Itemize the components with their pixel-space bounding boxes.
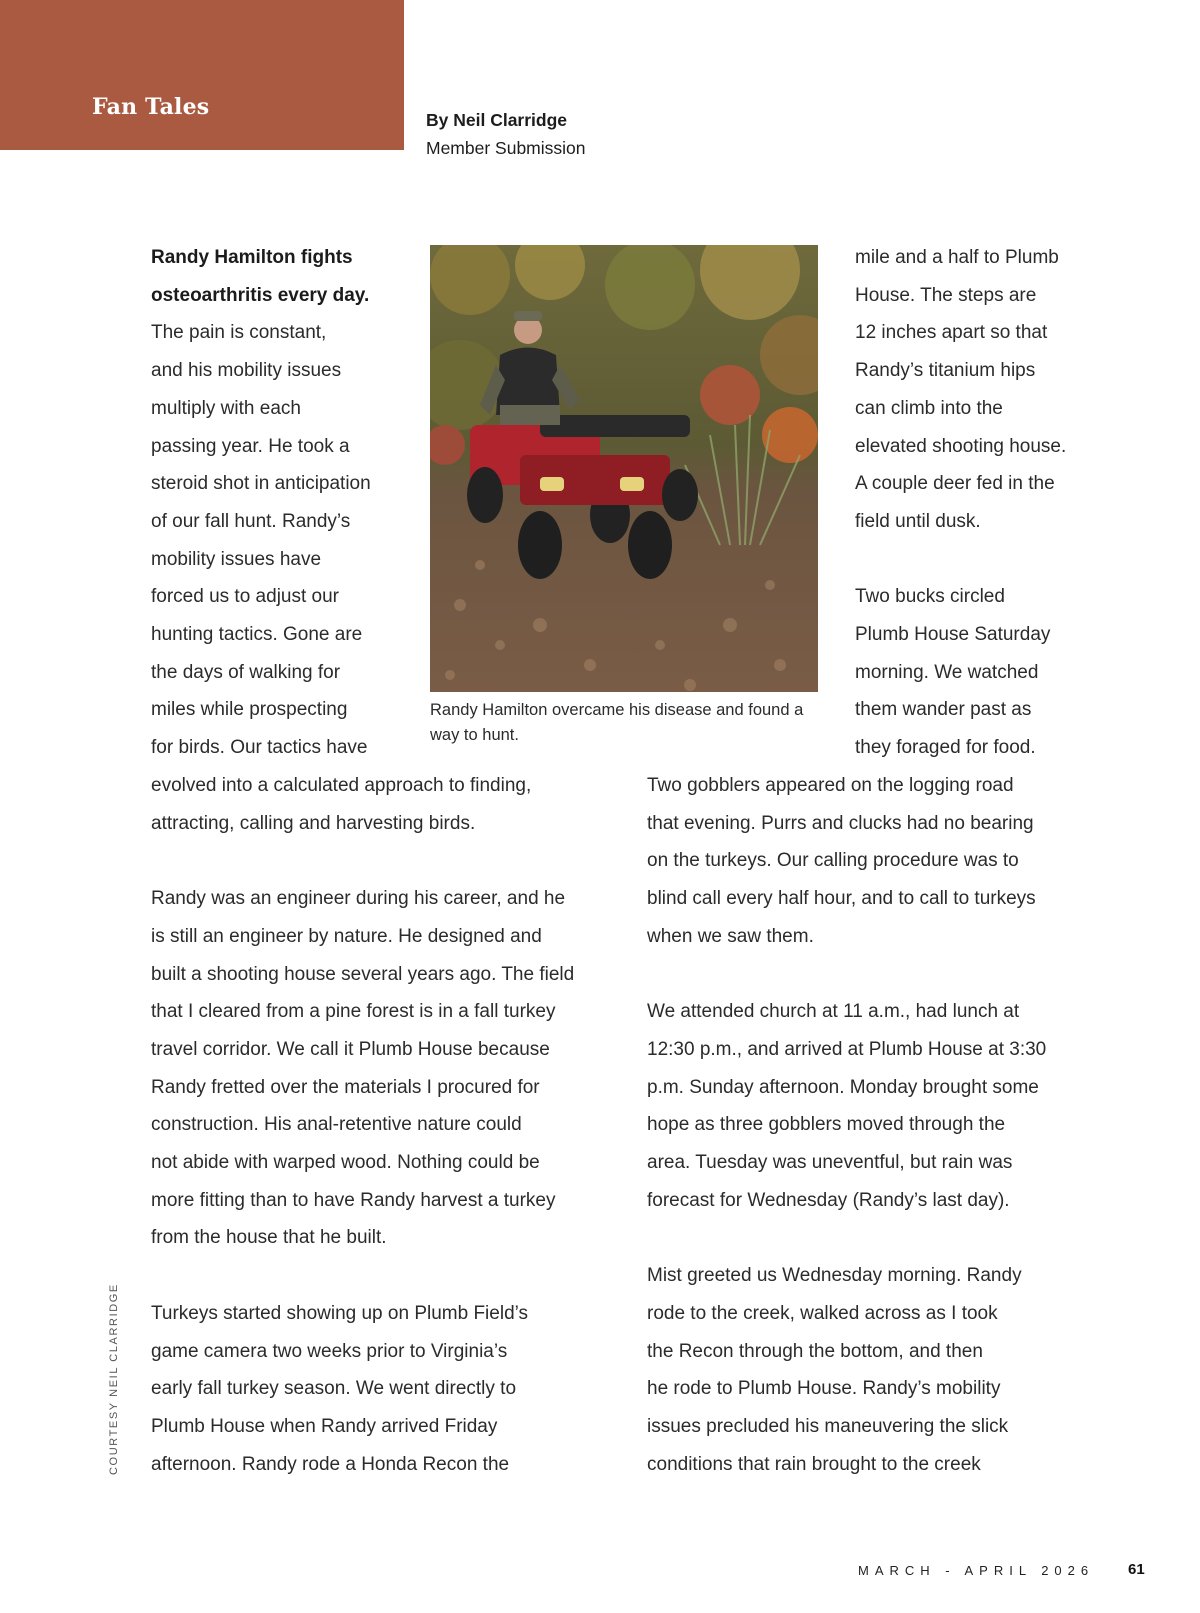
byline [426, 106, 586, 162]
photo-caption: Randy Hamilton overcame his disease and found a way to hunt. [430, 701, 804, 744]
text-line: area. Tuesday was uneventful, but rain was [647, 1152, 1013, 1173]
photo-credit: COURTESY NEIL CLARRIDGE [108, 1283, 120, 1475]
text-line: A couple deer fed in the [855, 473, 1055, 495]
text-line: 12:30 p.m., and arrived at Plumb House at 3:30 [647, 1038, 1047, 1060]
text-line: morning. We watched [855, 661, 1039, 683]
text-line: Randy Hamilton fights [151, 247, 353, 268]
text-line: issues precluded his maneuvering the slick [647, 1415, 1009, 1437]
text-line: on the turkeys. Our calling procedure was to [647, 850, 1019, 872]
text-line: Mist greeted us Wednesday morning. Randy [647, 1265, 1022, 1287]
text-line: field until dusk. [855, 510, 981, 532]
text-line: is still an engineer by nature. He designed and [151, 925, 542, 947]
text-line: evolved into a calculated approach to finding, [151, 775, 532, 796]
text-line: when we saw them. [647, 925, 814, 947]
text-line: not abide with warped wood. Nothing could be [151, 1152, 540, 1173]
text-line: Plumb House when Randy arrived Friday [151, 1415, 498, 1437]
text-line: We attended church at 11 a.m., had lunch at [647, 1001, 1020, 1023]
text-line: 12 inches apart so that [855, 322, 1048, 344]
text-line: rode to the creek, walked across as I took [647, 1302, 998, 1324]
page-number: 61 [1128, 1561, 1145, 1578]
text-line: early fall turkey season. We went directly to [151, 1378, 517, 1400]
text-line: multiply with each [151, 397, 301, 419]
text-line: p.m. Sunday afternoon. Monday brought some [647, 1076, 1039, 1098]
text-line: from the house that he built. [151, 1227, 387, 1249]
text-line: game camera two weeks prior to Virginia’s [151, 1340, 508, 1362]
text-line: Randy fretted over the materials I procured for [151, 1076, 540, 1098]
text-line: construction. His anal-retentive nature could [151, 1114, 522, 1136]
author-name: By Neil Clarridge [426, 110, 568, 130]
text-line: built a shooting house several years ago. The field [151, 963, 575, 985]
text-line: Randy was an engineer during his career, and he [151, 888, 566, 910]
text-line: they foraged for food. [855, 737, 1036, 759]
text-line: House. The steps are [855, 284, 1037, 306]
text-line: blind call every half hour, and to call to turkeys [647, 888, 1036, 910]
text-line: Randy’s titanium hips [855, 360, 1036, 382]
text-line: the days of walking for [151, 661, 341, 683]
text-line: that I cleared from a pine forest is in a fall turkey [151, 1001, 556, 1023]
text-line: and his mobility issues [151, 360, 342, 382]
text-line: steroid shot in anticipation [151, 473, 371, 495]
text-line: them wander past as [855, 699, 1032, 721]
text-line: Turkeys started showing up on Plumb Field’s [151, 1302, 529, 1324]
text-line: for birds. Our tactics have [151, 737, 368, 759]
text-line: of our fall hunt. Randy’s [151, 510, 351, 532]
text-line: afternoon. Randy rode a Honda Recon the [151, 1453, 510, 1475]
text-line: forecast for Wednesday (Randy’s last day). [647, 1189, 1010, 1211]
text-line: travel corridor. We call it Plumb House because [151, 1038, 550, 1060]
text-line: elevated shooting house. [855, 435, 1067, 457]
text-line: passing year. He took a [151, 435, 350, 457]
text-line: osteoarthritis every day. [151, 284, 370, 306]
text-line: forced us to adjust our [151, 586, 339, 608]
text-line: attracting, calling and harvesting birds. [151, 812, 476, 834]
text-line: Two gobblers appeared on the logging road [647, 775, 1014, 796]
text-line: mobility issues have [151, 548, 322, 570]
section-banner [0, 0, 404, 150]
section-title: Fan Tales [92, 94, 210, 120]
text-line: conditions that rain brought to the creek [647, 1453, 981, 1475]
article-photo [430, 245, 818, 692]
text-line: that evening. Purrs and clucks had no bearing [647, 812, 1034, 834]
text-line: hunting tactics. Gone are [151, 624, 363, 645]
text-line: Plumb House Saturday [855, 624, 1051, 645]
text-line: The pain is constant, [151, 322, 327, 344]
text-line: more fitting than to have Randy harvest a turkey [151, 1189, 556, 1211]
text-line: miles while prospecting [151, 699, 348, 721]
byline-subtitle: Member Submission [426, 138, 586, 158]
text-line: hope as three gobblers moved through the [647, 1114, 1006, 1136]
issue-date: MARCH - APRIL 2026 [858, 1563, 1095, 1578]
text-line: can climb into the [855, 397, 1003, 419]
text-line: the Recon through the bottom, and then [647, 1340, 983, 1362]
text-line: he rode to Plumb House. Randy’s mobility [647, 1378, 1001, 1400]
text-line: mile and a half to Plumb [855, 247, 1059, 268]
text-line: Two bucks circled [855, 586, 1005, 608]
